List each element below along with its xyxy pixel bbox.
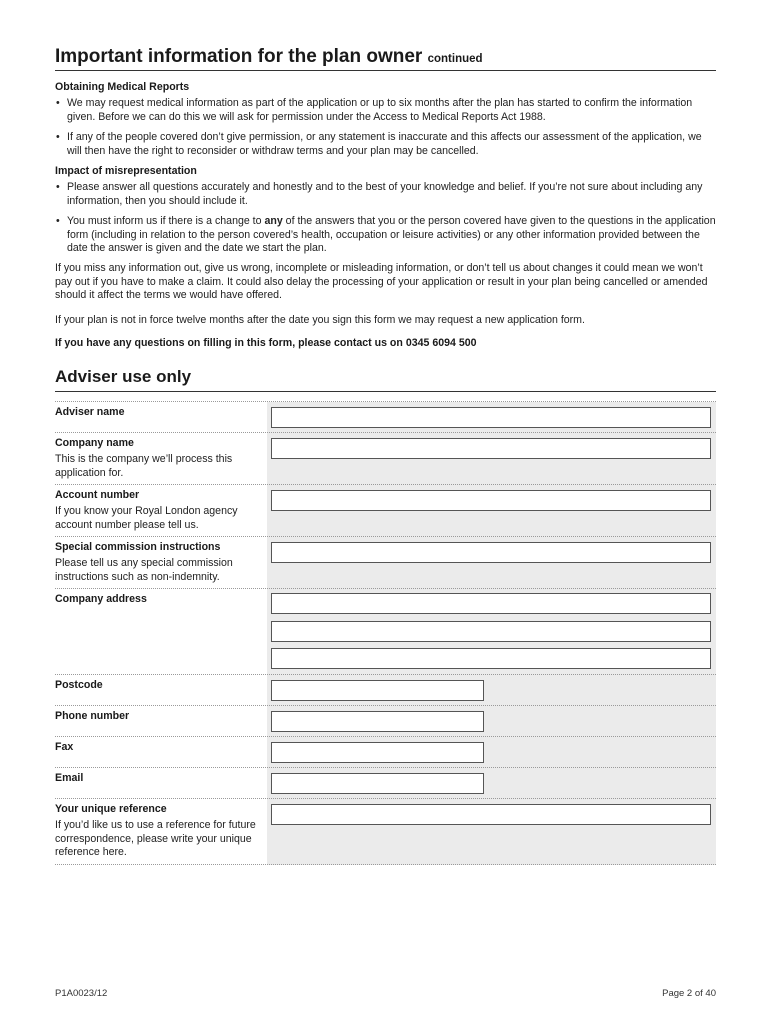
misrep-bullet-text: Please answer all questions accurately and honestly and to the best of your knowledge and belief. If you’re not sure about including any information, then you should include it. xyxy=(67,181,703,207)
company-name-description: This is the company we’ll process this application for. xyxy=(55,453,233,479)
misrep-bullet xyxy=(55,215,716,256)
special-commission-row xyxy=(55,536,716,589)
account-number-label: Account number xyxy=(55,489,140,501)
table-bottom-border xyxy=(55,864,716,865)
misrep-heading: Impact of misrepresentation xyxy=(55,165,197,177)
misrep-text-emphasis: any xyxy=(264,215,283,227)
postcode-input[interactable] xyxy=(271,680,484,701)
document-code: P1A0023/12 xyxy=(55,988,108,999)
plan-in-force-paragraph: If your plan is not in force twelve months after the date you sign this form we may request a new application form. xyxy=(55,314,585,326)
reference-input[interactable] xyxy=(271,804,711,825)
company-address-line3-input[interactable] xyxy=(271,648,711,669)
page-number: Page 2 of 40 xyxy=(662,988,716,999)
phone-row xyxy=(55,705,716,737)
medical-bullet xyxy=(55,97,716,124)
special-commission-label: Special commission instructions xyxy=(55,541,221,553)
adviser-name-label: Adviser name xyxy=(55,406,125,418)
contact-line: If you have any questions on filling in this form, please contact us on 0345 6094 500 xyxy=(55,337,477,349)
company-address-row xyxy=(55,588,716,675)
company-name-input[interactable] xyxy=(271,438,711,459)
phone-label: Phone number xyxy=(55,710,130,722)
special-commission-description: Please tell us any special commission instructions such as non-indemnity. xyxy=(55,557,233,583)
account-number-input[interactable] xyxy=(271,490,711,511)
bullet-dot-icon: • xyxy=(56,181,60,193)
medical-heading: Obtaining Medical Reports xyxy=(55,81,190,93)
bullet-dot-icon: • xyxy=(56,131,60,143)
misrep-bullet-text xyxy=(67,215,716,256)
misrep-text-post: of the answers that you or the person covered have given to the questions in the application form (including in relation to the person covered’s health, occupation or leisure activities) or any other information provided between the date the answer is given and the date we start the plan. xyxy=(67,215,716,255)
adviser-name-input[interactable] xyxy=(271,407,711,428)
misrep-bullet xyxy=(55,181,716,208)
title-text: Important information for the plan owner xyxy=(55,46,423,67)
title-suffix: continued xyxy=(427,53,483,65)
fax-row xyxy=(55,736,716,768)
company-address-line2-input[interactable] xyxy=(271,621,711,642)
postcode-label: Postcode xyxy=(55,679,103,691)
company-name-label: Company name xyxy=(55,437,134,449)
account-number-row xyxy=(55,484,716,537)
fax-input[interactable] xyxy=(271,742,484,763)
postcode-row xyxy=(55,674,716,706)
fax-label: Fax xyxy=(55,741,74,753)
reference-row xyxy=(55,798,716,865)
account-number-description: If you know your Royal London agency account number please tell us. xyxy=(55,505,238,531)
medical-bullet-text: If any of the people covered don’t give permission, or any statement is inaccurate and this affects our assessment of the application, we will then have the right to reconsider or withdraw terms and your plan may be cancelled. xyxy=(67,131,702,157)
email-input[interactable] xyxy=(271,773,484,794)
company-address-label: Company address xyxy=(55,593,147,605)
reference-label: Your unique reference xyxy=(55,803,167,815)
misrep-text-pre: You must inform us if there is a change to xyxy=(67,215,265,227)
special-commission-input[interactable] xyxy=(271,542,711,563)
email-row xyxy=(55,767,716,799)
phone-input[interactable] xyxy=(271,711,484,732)
reference-description: If you’d like us to use a reference for future correspondence, please write your unique reference here. xyxy=(55,819,256,859)
medical-bullet xyxy=(55,131,716,158)
page-title xyxy=(55,46,716,71)
email-label: Email xyxy=(55,772,84,784)
medical-bullet-text: We may request medical information as part of the application or up to six months after the plan has started to confirm the information given. Before we can do this we will ask for permission under the Access to Medical Reports Act 1988. xyxy=(67,97,693,123)
misinformation-paragraph: If you miss any information out, give us wrong, incomplete or misleading information, or don’t tell us about changes it could mean we won’t pay out if you have to make a claim. It could also delay the processing of your application or result in your plan being cancelled or amended should it affect the terms we would have offered. xyxy=(55,262,708,302)
company-name-row xyxy=(55,432,716,485)
adviser-name-row xyxy=(55,401,716,433)
bullet-dot-icon: • xyxy=(56,97,60,109)
adviser-section-title: Adviser use only xyxy=(55,367,716,392)
bullet-dot-icon: • xyxy=(56,215,60,227)
company-address-line1-input[interactable] xyxy=(271,593,711,614)
